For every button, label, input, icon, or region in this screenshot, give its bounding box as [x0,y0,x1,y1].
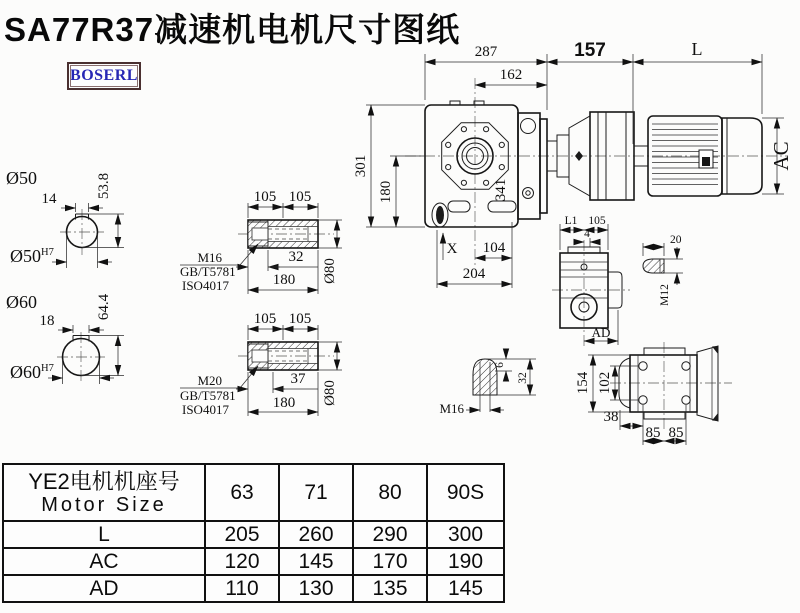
shaft50-bore-label: Ø50 [10,246,41,266]
thread-M16-cone: M16 [439,401,464,416]
header-size-63: 63 [205,464,279,521]
table-row-AD [3,575,504,602]
dim-301: 301 [353,154,369,178]
cell-AC-71: 145 [279,548,353,575]
header-size-90S: 90S [427,464,504,521]
dim-32-cone: 32 [517,372,529,384]
dim-180-s1: 180 [272,272,296,288]
dim-dia-s2: Ø80 [322,380,338,406]
shaft60-bore-label: Ø60 [10,362,41,382]
bolt-hole [639,362,647,370]
dim-105a-s1: 105 [253,189,277,205]
brand-logo-text: BOSERL [70,67,138,84]
std2-s1: ISO4017 [182,278,229,293]
dim-287: 287 [474,44,498,60]
std1-s2: GB/T5781 [180,388,236,403]
row-label-L: L [3,521,205,548]
table-row-AC [3,548,504,575]
dim-102: 102 [597,371,613,395]
dim-keyh-50: 53.8 [96,172,112,200]
dim-85b: 85 [668,425,684,441]
row-label-AC: AC [3,548,205,575]
page-title: SA77R37减速机电机尺寸图纸 [4,11,461,48]
table-row-L [3,521,504,548]
cell-L-71: 260 [279,521,353,548]
dim-38: 38 [603,409,619,425]
thread-M12: M12 [659,284,671,306]
shaft60-view [6,292,124,384]
dim-157: 157 [574,40,606,61]
shaft60-label: Ø60 [6,292,37,312]
dim-L1: L1 [564,215,578,227]
hollow-shaft-section-2 [180,311,342,417]
shaft50-tolerance: H7 [41,247,54,258]
bolt-hole [682,396,690,404]
dim-85a: 85 [645,425,661,441]
cell-AC-63: 120 [205,548,279,575]
dim-105a-s2: 105 [253,311,277,327]
dim-341: 341 [493,178,509,202]
std1-s1: GB/T5781 [180,264,236,279]
dim-32-s1: 32 [288,249,304,265]
cell-AC-80: 170 [353,548,427,575]
shaft50-view [6,168,124,268]
dim-AD: AD [591,325,611,340]
thread-callout-s1: M16 [197,250,222,265]
thread-callout-s2: M20 [197,373,222,388]
main-assembly-view [353,39,793,288]
cell-L-90S: 300 [427,521,504,548]
table-header-row [3,464,504,521]
dim-37-s2: 37 [290,371,306,387]
dim-104: 104 [482,240,506,256]
header-size-71: 71 [279,464,353,521]
cell-AD-90S: 145 [427,575,504,602]
hollow-shaft-section-1 [180,189,342,294]
bolt-hole [639,396,647,404]
dim-dia-s1: Ø80 [322,258,338,284]
row-label-AD: AD [3,575,205,602]
dim-105-input: 105 [588,215,606,227]
shaft60-tolerance: H7 [41,363,54,374]
header-motor-size-en: Motor Size [41,494,167,517]
cell-AD-63: 110 [205,575,279,602]
input-side-view [552,215,630,348]
header-motor-size-cn: YE2电机机座号 [28,468,180,494]
rear-view [575,342,732,445]
cell-AC-90S: 190 [427,548,504,575]
cell-AD-71: 130 [279,575,353,602]
bolt-hole [682,362,690,370]
dim-6: 6 [494,362,506,368]
dim-AC: AC [769,141,793,171]
dim-keyh-60: 64.4 [96,293,112,321]
cell-L-80: 290 [353,521,427,548]
cell-AD-80: 135 [353,575,427,602]
dim-180-s2: 180 [272,395,296,411]
dim-162: 162 [499,67,523,83]
dim-keyw-60: 18 [39,313,55,329]
shaft50-label: Ø50 [6,168,37,188]
motor-size-table [2,463,505,603]
key-detail [643,234,683,306]
cone-detail [439,349,536,416]
dim-154: 154 [575,371,591,395]
dim-105b-s2: 105 [288,311,312,327]
dim-keyw-50: 14 [41,191,57,207]
dim-204: 204 [462,266,486,282]
dim-180-main: 180 [378,180,394,204]
header-size-80: 80 [353,464,427,521]
dim-20: 20 [670,234,682,246]
cell-L-63: 205 [205,521,279,548]
header-motor-size [3,464,205,521]
dim-4: 4 [584,228,590,240]
dim-X: X [446,241,458,257]
dim-105b-s1: 105 [288,189,312,205]
key-shape [643,259,664,273]
dim-L: L [691,39,703,59]
std2-s2: ISO4017 [182,402,229,417]
